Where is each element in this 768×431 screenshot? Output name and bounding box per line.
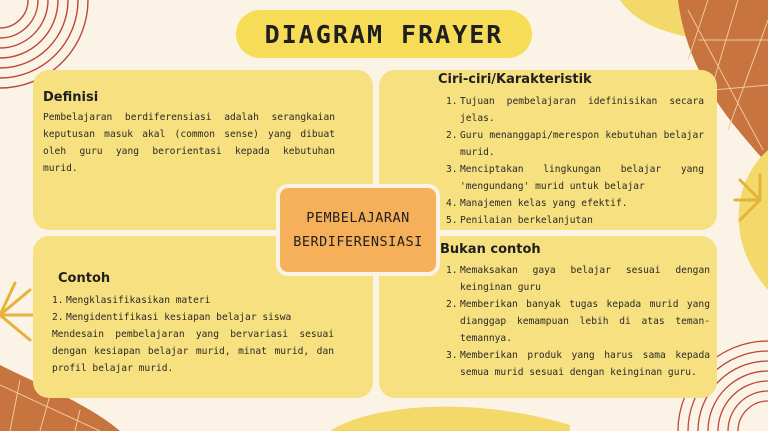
contoh-text: Mendesain pembelajaran yang bervariasi sesuai dengan kesiapan belajar murid, minat murid, dan profil belajar murid. (52, 329, 334, 374)
bukan-contoh-heading: Bukan contoh (440, 242, 541, 257)
list-item: 1. Tujuan pembelajaran idefinisikan secara jelas. (446, 96, 704, 124)
center-concept-box (280, 188, 436, 272)
list-item: 2. Memberikan banyak tugas kepada murid yang dianggap kemampuan lebih di atas teman-temannya. (446, 299, 710, 344)
list-item: 2. Guru menanggapi/merespon kebutuhan belajar murid. (446, 130, 704, 158)
bukan-contoh-list (446, 262, 710, 381)
center-line-2: BERDIFERENSIASI (293, 234, 423, 250)
definisi-text: Pembelajaran berdiferensiasi adalah serangkaian keputusan masuk akal (common sense) yang dibuat oleh guru yang berorientasi kepada kebutuhan murid. (43, 112, 335, 174)
ciri-list (446, 93, 704, 229)
list-item: 4. Manajemen kelas yang efektif. (446, 198, 628, 209)
list-item: 5. Penilaian berkelanjutan (446, 215, 593, 226)
list-item: 1. Mengklasifikasikan materi (52, 295, 211, 306)
list-item: 3. Memberikan produk yang harus sama kepada semua murid sesuai dengan keinginan guru. (446, 350, 710, 378)
starburst-right-decoration (730, 170, 768, 230)
yellow-blob-bottom-decoration (330, 395, 570, 431)
list-item: 2. Mengidentifikasi kesiapan belajar siswa (52, 312, 292, 323)
title-banner (236, 10, 532, 58)
definisi-heading: Definisi (43, 90, 99, 105)
contoh-heading: Contoh (58, 271, 111, 286)
ciri-heading: Ciri-ciri/Karakteristik (438, 72, 592, 87)
list-item: 3. Menciptakan lingkungan belajar yang 'mengundang' murid untuk belajar (446, 164, 704, 192)
page-title: DIAGRAM FRAYER (264, 19, 504, 49)
contoh-list (52, 292, 342, 326)
center-line-1: PEMBELAJARAN (306, 210, 410, 226)
list-item: 1. Memaksakan gaya belajar sesuai dengan keinginan guru (446, 265, 710, 293)
